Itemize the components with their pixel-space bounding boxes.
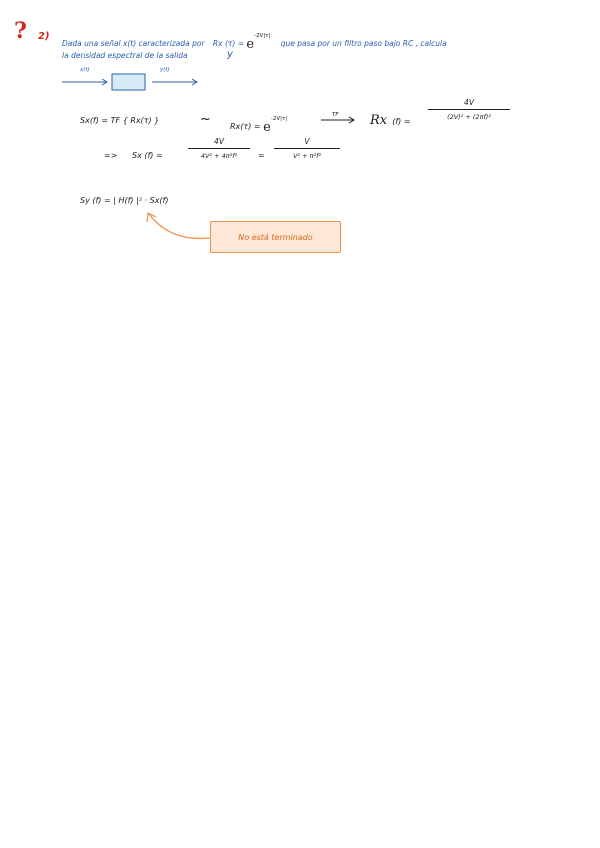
tf-arrow-icon — [320, 116, 356, 124]
rx-fourier-symbol: Rx — [370, 113, 388, 128]
sx-fraction-2 — [274, 137, 340, 160]
incomplete-note — [210, 221, 341, 253]
question-line-1 — [62, 33, 447, 52]
diagram-output-label: y(t) — [160, 67, 170, 73]
tf-arrow-label: TF — [332, 112, 339, 118]
fraction-1-numerator: 4V — [214, 137, 224, 146]
exp-base-row1: e — [263, 120, 271, 135]
implies-arrow: => — [104, 151, 118, 160]
question-text-tail: que pasa por un filtro paso bajo RC , calcula — [280, 39, 447, 48]
fraction-2-numerator: V — [304, 137, 310, 146]
sx-fraction-1 — [188, 137, 250, 160]
filter-block — [112, 74, 145, 90]
tilde-icon: ~ — [200, 112, 211, 127]
rx-fourier-label — [370, 109, 411, 128]
fraction-2-denominator: V² + π²f² — [292, 152, 322, 160]
fraction-1-denominator: 4V² + 4π²f² — [200, 152, 238, 160]
equals-sign: = — [258, 151, 265, 160]
fraction-numerator: 4V — [464, 98, 474, 107]
question-line-2: la densidad espectral de la salida — [62, 51, 188, 60]
rx-fourier-arg: (f) = — [392, 117, 411, 126]
fraction-denominator: (2V)² + (2πf)² — [447, 113, 491, 121]
rx-expression — [230, 116, 287, 135]
sy-formula: Sy (f) = | H(f) |² · Sx(f) — [80, 196, 169, 205]
sx-result-label: Sx (f) = — [132, 151, 163, 160]
diagram-input-label: x(t) — [80, 67, 90, 73]
rx-label-row1: Rx(τ) = — [230, 122, 261, 131]
question-mark-icon: ? — [14, 18, 27, 44]
rx-fourier-fraction — [428, 98, 510, 121]
exp-base: e — [246, 37, 255, 52]
sx-definition: Sx(f) = TF { Rx(τ) } — [80, 116, 160, 125]
question-text: Dada una señal x(t) caracterizada por — [62, 39, 205, 48]
exp-power-row1: -2V|τ| — [270, 116, 288, 122]
note-arrow-icon — [140, 208, 215, 248]
incomplete-note-text: No está terminado — [238, 232, 313, 242]
question-number: 2) — [38, 31, 50, 42]
output-variable: y — [227, 49, 233, 60]
exp-power: -2V|τ| — [254, 33, 271, 39]
system-diagram — [60, 70, 200, 95]
rx-label: Rx (τ) = — [212, 39, 244, 48]
